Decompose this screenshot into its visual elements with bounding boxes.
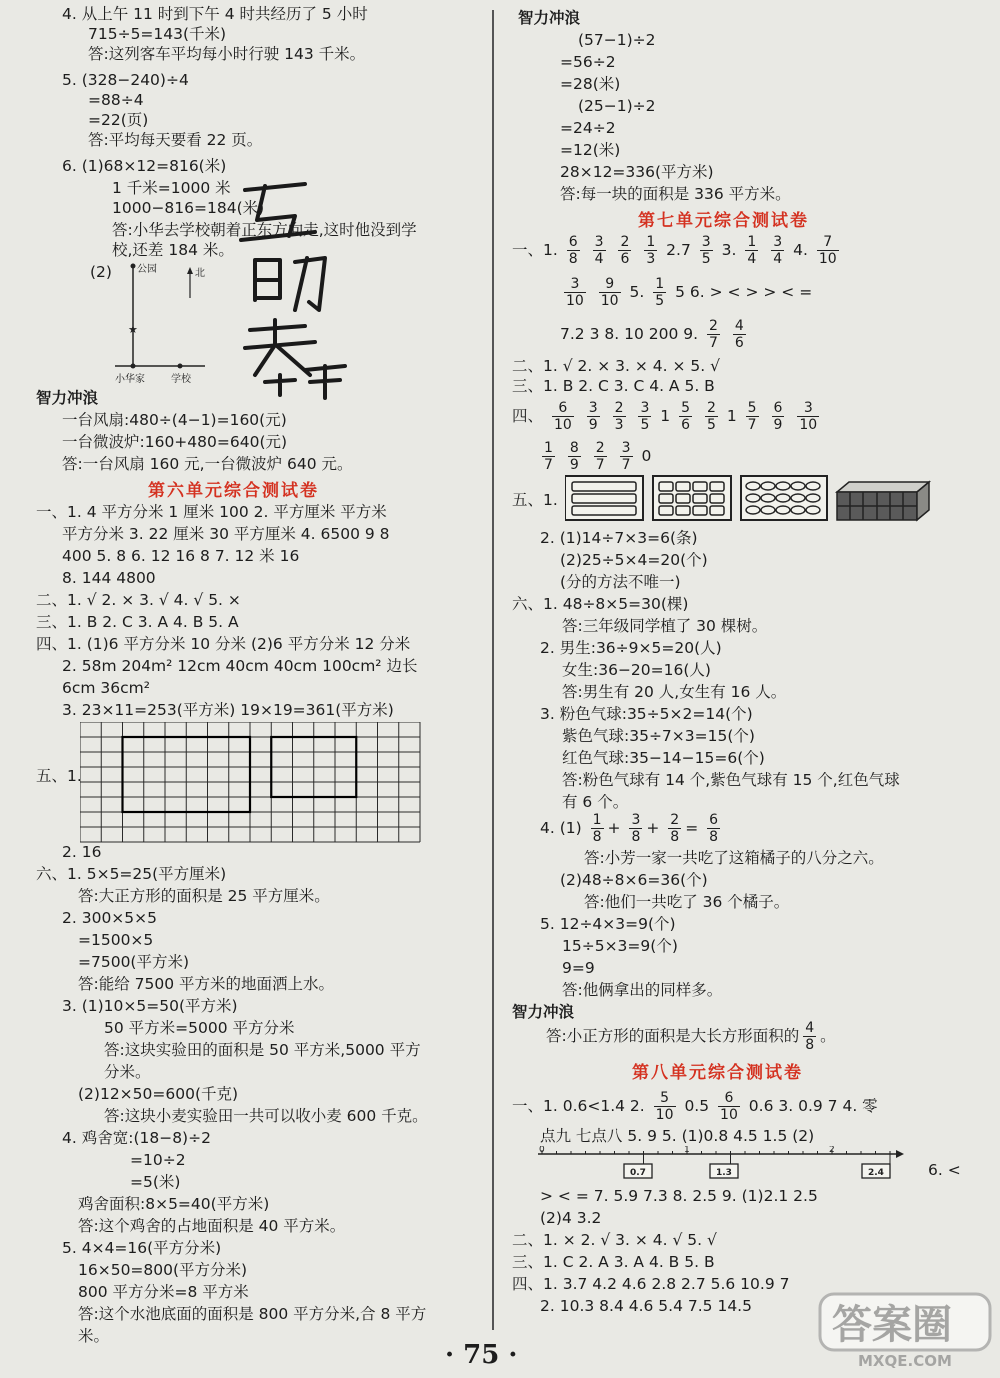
text-line: =7500(平方米) <box>78 953 190 971</box>
text-line: (2)4 3.2 <box>540 1209 602 1227</box>
text-line: (2)12×50=600(千克) <box>78 1085 239 1103</box>
text-line: 2. 男生:36÷9×5=20(人) <box>540 639 722 657</box>
numberline-box-label: 0.7 <box>630 1168 646 1178</box>
text-line: 2. 16 <box>62 843 102 861</box>
text-line: 四、1. 3.7 4.2 4.6 2.8 2.7 5.6 10.9 7 <box>512 1275 790 1293</box>
text-line: 3. (1)10×5=50(平方米) <box>62 997 238 1015</box>
home-label: 小华家 <box>115 374 145 385</box>
text-line: 校,还差 184 米。 <box>112 241 234 259</box>
text-line: 米。 <box>78 1327 110 1345</box>
text-line: 2. 58m 204m² 12cm 40cm 40cm 100cm² 边长 <box>62 657 418 675</box>
text-line: 三、1. C 2. A 3. A 4. B 5. B <box>512 1253 715 1271</box>
text-line: > < = 7. 5.9 7.3 8. 2.5 9. (1)2.1 2.5 <box>540 1187 818 1205</box>
text-line: 28×12=336(平方米) <box>560 163 714 181</box>
text-line: =56÷2 <box>560 53 616 71</box>
route-map <box>105 258 225 388</box>
text-line: 红色气球:35−14−15=6(个) <box>562 749 765 767</box>
text-line: 1 千米=1000 米 <box>112 179 231 197</box>
text-line: 5 6. > < > > < = <box>675 283 813 301</box>
text-line: 2. 300×5×5 <box>62 909 157 927</box>
text-line: =28(米) <box>560 75 621 93</box>
text-line: 400 5. 8 6. 12 16 8 7. 12 米 16 <box>62 547 300 565</box>
text-line: 答:小华去学校朝着正东方向走,这时他没到学 <box>112 221 417 239</box>
text-line: 50 平方米=5000 平方分米 <box>104 1019 295 1037</box>
text-line: 9=9 <box>562 959 595 977</box>
text-line: 鸡舍面积:8×5=40(平方米) <box>78 1195 270 1213</box>
fraction-row-3: 7.2 3 8. 10 200 9. $\frac{2}{7}$ $\frac{4}{6}$ <box>560 318 744 351</box>
text-line: 答:三年级同学植了 30 棵树。 <box>562 617 768 635</box>
text-line: 答:这个鸡舍的占地面积是 40 平方米。 <box>78 1217 346 1235</box>
fraction-row-1: 一、1. $\frac{6}{8}$ $\frac{3}{4}$ $\frac{2}{6}$ $\frac{1}{3}$ 2.7 $\frac{3}{5}$ 3. $\frac{1}{4}$ $\frac{3}{4}$ 4. $\frac{7}{10}$ <box>512 234 837 267</box>
text-line: 答:他俩拿出的同样多。 <box>562 981 723 999</box>
text-line: 6. < <box>928 1161 961 1179</box>
text-line: =12(米) <box>560 141 621 159</box>
text-line: 4. (1) <box>540 819 582 837</box>
text-line: 5. <box>629 283 645 301</box>
text-line: 一、1. 4 平方分米 1 厘米 100 2. 平方厘米 平方米 <box>36 503 387 521</box>
fraction-row-6: 4. (1) $\frac{1}{8}$ + $\frac{3}{8}$ + $\frac{2}{8}$ = $\frac{6}{8}$ <box>540 812 719 845</box>
text-line: 有 6 个。 <box>562 793 629 811</box>
fraction-row-4: 四、 $\frac{6}{10}$ $\frac{3}{9}$ $\frac{2}{3}$ $\frac{3}{5}$ 1 $\frac{5}{6}$ $\frac{2}{5}$ 1 $\frac{5}{7}$ $\frac{6}{9}$ $\frac{3}{10}$ <box>512 400 818 433</box>
text-line: 平方分米 3. 22 厘米 30 平方厘米 4. 6500 9 8 <box>62 525 390 543</box>
text-line: =88÷4 <box>88 91 144 109</box>
text-line: 2.7 <box>666 241 691 259</box>
zhili-title-1: 智力冲浪 <box>36 389 99 407</box>
text-line: 1000−816=184(米) <box>112 199 265 217</box>
text-line: (2)25÷5×4=20(个) <box>560 551 708 569</box>
text-line: 6cm 36cm² <box>62 679 150 697</box>
text-line: 答:这块小麦实验田一共可以收小麦 600 千克。 <box>104 1107 428 1125</box>
text-line: 6. (1)68×12=816(米) <box>62 157 227 175</box>
text-line: 3. 23×11=253(平方米) 19×19=361(平方米) <box>62 701 394 719</box>
text-line: =1500×5 <box>78 931 154 949</box>
text-line: (25−1)÷2 <box>578 97 656 115</box>
text-line: 800 平方分米=8 平方米 <box>78 1283 249 1301</box>
text-line: 点九 七点八 5. 9 5. (1)0.8 4.5 1.5 (2) <box>540 1127 815 1145</box>
text-line: 二、1. × 2. √ 3. × 4. √ 5. √ <box>512 1231 717 1249</box>
text-line: 2. (1)14÷7×3=6(条) <box>540 529 698 547</box>
fraction-row-8: 一、1. 0.6<1.4 2. $\frac{5}{10}$ 0.5 $\frac{6}{10}$ 0.6 3. 0.9 7 4. 零 <box>512 1090 878 1123</box>
text-line: 五、1. <box>512 491 558 509</box>
text-line: 7.2 3 8. 10 200 9. <box>560 325 699 343</box>
text-line: 二、1. √ 2. × 3. √ 4. √ 5. × <box>36 591 241 609</box>
text-line: 三、1. B 2. C 3. C 4. A 5. B <box>512 377 715 395</box>
svg-text:★: ★ <box>128 323 138 336</box>
text-line: 5. 4×4=16(平方分米) <box>62 1239 222 1257</box>
text-line: 0 <box>641 447 652 465</box>
text-line: (57−1)÷2 <box>578 31 656 49</box>
watermark-logo <box>818 1290 993 1372</box>
text-line: 分米。 <box>104 1063 151 1081</box>
text-line: 三、1. B 2. C 3. A 4. B 5. A <box>36 613 239 631</box>
tick-label: 1 <box>684 1146 690 1155</box>
text-line: 5. (328−240)÷4 <box>62 71 189 89</box>
text-line: 8. 144 4800 <box>62 569 156 587</box>
text-line: 答:一台风扇 160 元,一台微波炉 640 元。 <box>62 455 353 473</box>
watermark-text: 答案圈 <box>832 1302 952 1348</box>
text-line: 2. 10.3 8.4 4.6 5.4 7.5 14.5 <box>540 1297 752 1315</box>
text-line: 四、1. (1)6 平方分米 10 分米 (2)6 平方分米 12 分米 <box>36 635 411 653</box>
text-line: (2) <box>90 263 112 281</box>
text-line: 答:每一块的面积是 336 平方米。 <box>560 185 791 203</box>
text-line: 答:粉色气球有 14 个,紫色气球有 15 个,红色气球 <box>562 771 900 789</box>
text-line: 答:这个水池底面的面积是 800 平方分米,合 8 平方 <box>78 1305 427 1323</box>
text-line: 答:这列客车平均每小时行驶 143 千米。 <box>88 45 366 63</box>
text-line: =5(米) <box>130 1173 181 1191</box>
text-line: 一台微波炉:160+480=640(元) <box>62 433 288 451</box>
text-line: 答:平均每天要看 22 页。 <box>88 131 263 149</box>
section-title-unit8: 第八单元综合测试卷 <box>632 1063 803 1083</box>
text-line: 紫色气球:35÷7×3=15(个) <box>562 727 755 745</box>
text-line: 15÷5×3=9(个) <box>562 937 678 955</box>
text-line: (分的方法不唯一) <box>560 573 681 591</box>
handwriting-stamp <box>235 170 355 400</box>
text-line: 715÷5=143(千米) <box>88 25 227 43</box>
numberline-box-label: 1.3 <box>716 1168 732 1178</box>
text-line: 0.5 <box>684 1097 710 1115</box>
text-line: 一、1. <box>512 241 558 259</box>
tick-label: 2 <box>829 1146 835 1155</box>
text-line: 0.6 3. 0.9 7 4. 零 <box>748 1097 878 1115</box>
text-line: 五、1. <box>36 767 82 785</box>
text-line: 答:他们一共吃了 36 个橘子。 <box>584 893 790 911</box>
numberline-box-label: 2.4 <box>868 1168 884 1178</box>
zhili-title-3: 智力冲浪 <box>512 1003 575 1021</box>
tick-label: 0 <box>539 1146 545 1155</box>
text-line: 答:小正方形的面积是大长方形面积的 <box>546 1027 800 1045</box>
text-line: 4. 从上午 11 时到下午 4 时共经历了 5 小时 <box>62 5 368 23</box>
text-line: 二、1. √ 2. × 3. × 4. × 5. √ <box>512 357 721 375</box>
park-label: 公园 <box>137 264 157 275</box>
text-line: =22(页) <box>88 111 149 129</box>
text-line: 一、1. 0.6<1.4 2. <box>512 1097 645 1115</box>
section-title-unit6: 第六单元综合测试卷 <box>148 481 319 501</box>
watermark-url: MXQE.COM <box>858 1352 952 1370</box>
school-label: 学校 <box>171 374 191 385</box>
column-divider <box>492 10 494 1330</box>
text-line: 4. 鸡舍宽:(18−8)÷2 <box>62 1129 211 1147</box>
text-line: 5. 12÷4×3=9(个) <box>540 915 676 933</box>
number-line <box>532 1146 912 1186</box>
area-grid <box>80 722 425 844</box>
text-line: 四、 <box>512 407 544 425</box>
text-line: =24÷2 <box>560 119 616 137</box>
text-line: 答:小芳一家一共吃了这箱橘子的八分之六。 <box>584 849 884 867</box>
text-line: 女生:36−20=16(人) <box>562 661 711 679</box>
text-line: 答:这块实验田的面积是 50 平方米,5000 平方 <box>104 1041 421 1059</box>
north-label: 北 <box>195 268 205 279</box>
fraction-row-5: $\frac{1}{7}$ $\frac{8}{9}$ $\frac{2}{7}$ $\frac{3}{7}$ 0 <box>544 440 652 473</box>
zhili-title-2: 智力冲浪 <box>518 9 581 27</box>
text-line: 答:能给 7500 平方米的地面洒上水。 <box>78 975 335 993</box>
page-number: · 75 · <box>445 1340 518 1370</box>
text-line: (2)48÷8×6=36(个) <box>560 871 708 889</box>
shape-figures <box>565 474 935 524</box>
section-title-unit7: 第七单元综合测试卷 <box>638 211 809 231</box>
fraction-row-7: 答:小正方形的面积是大长方形面积的 $\frac{4}{8}$ 。 <box>546 1020 836 1053</box>
text-line: 一台风扇:480÷(4−1)=160(元) <box>62 411 287 429</box>
text-line: 六、1. 5×5=25(平方厘米) <box>36 865 227 883</box>
fraction-row-2: $\frac{3}{10}$ $\frac{9}{10}$ 5. $\frac{1}{5}$ 5 6. > < > > < = <box>566 276 813 309</box>
text-line: 六、1. 48÷8×5=30(棵) <box>512 595 689 613</box>
text-line: =10÷2 <box>130 1151 186 1169</box>
text-line: 答:大正方形的面积是 25 平方厘米。 <box>78 887 330 905</box>
text-line: 16×50=800(平方分米) <box>78 1261 248 1279</box>
text-line: 3. 粉色气球:35÷5×2=14(个) <box>540 705 753 723</box>
text-line: 答:男生有 20 人,女生有 16 人。 <box>562 683 787 701</box>
text-line: 1 <box>660 407 671 425</box>
